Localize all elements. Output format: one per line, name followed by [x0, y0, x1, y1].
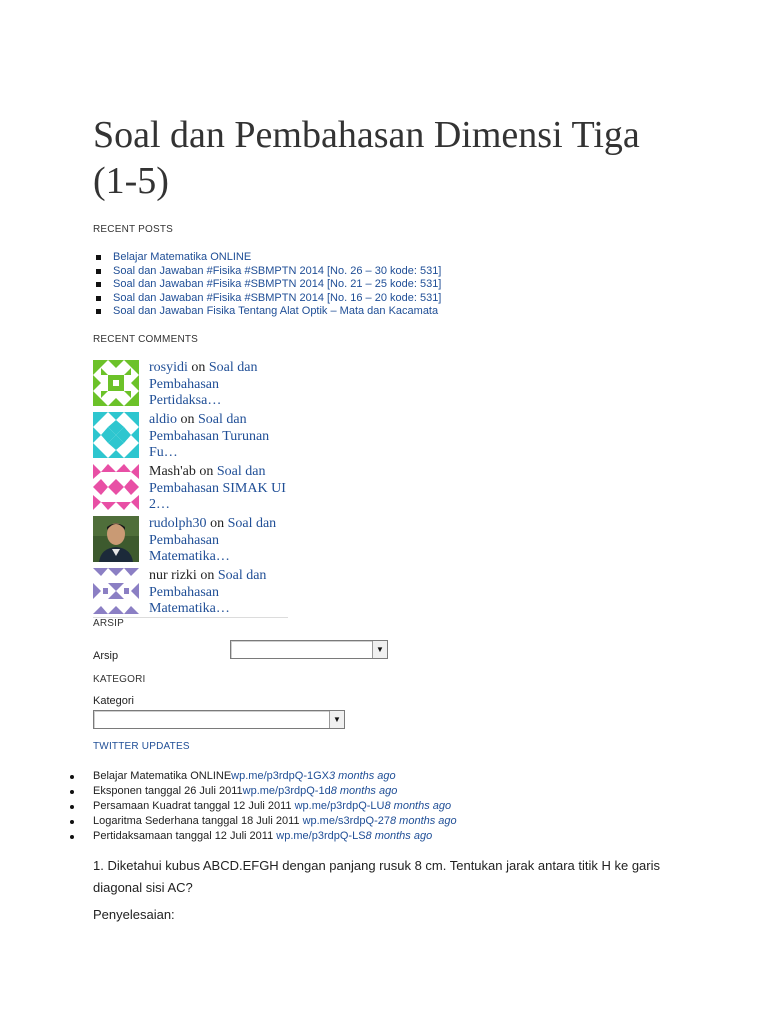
comment-post-link[interactable]: Soal dan Pembahasan Matematika… [149, 516, 277, 564]
comment-item [93, 568, 293, 616]
tweet-link[interactable]: wp.me/p3rdpQ-LU [294, 800, 385, 812]
tweet-link[interactable]: wp.me/p3rdpQ-LS [276, 830, 366, 842]
comment-author: Mash'ab [149, 464, 196, 479]
on-word: on [200, 568, 215, 583]
kategori-heading: KATEGORI [93, 674, 146, 685]
avatar-photo[interactable] [93, 516, 139, 562]
comment-item [93, 516, 293, 564]
tweet-time[interactable]: 8 months ago [330, 785, 398, 797]
recent-posts-list [93, 251, 441, 319]
avatar-identicon-pink[interactable] [93, 464, 139, 510]
on-word: on [191, 360, 206, 375]
dropdown-arrow-icon: ▼ [329, 711, 344, 728]
twitter-heading: TWITTER UPDATES [93, 741, 190, 752]
tweet-link[interactable]: wp.me/s3rdpQ-27 [302, 815, 390, 827]
dropdown-arrow-icon: ▼ [372, 641, 387, 658]
recent-post-link[interactable]: Soal dan Jawaban #Fisika #SBMPTN 2014 [No. 16 – 20 kode: 531] [93, 292, 441, 306]
avatar-identicon-cyan[interactable] [93, 412, 139, 458]
on-word: on [210, 516, 225, 531]
avatar-identicon-green[interactable] [93, 360, 139, 406]
comment-post-link[interactable]: Soal dan Pembahasan Turunan Fu… [149, 412, 270, 460]
comment-post-link[interactable]: Soal dan Pembahasan Pertidaksa… [149, 360, 258, 408]
comment-item [93, 412, 293, 460]
arsip-dropdown[interactable] [230, 640, 388, 659]
tweet-time[interactable]: 8 months ago [390, 815, 457, 827]
tweet-item: Eksponen tanggal 26 Juli 2011wp.me/p3rdpQ-1d8 months ago [70, 784, 457, 799]
comment-author-link[interactable]: rudolph30 [149, 516, 207, 531]
recent-post-link[interactable]: Soal dan Jawaban #Fisika #SBMPTN 2014 [No. 21 – 25 kode: 531] [93, 278, 441, 292]
tweet-item: Belajar Matematika ONLINEwp.me/p3rdpQ-1GX3 months ago [70, 769, 457, 784]
question-text: 1. Diketahui kubus ABCD.EFGH dengan panjang rusuk 8 cm. Tentukan jarak antara titik H ke garis diagonal sisi AC? [93, 858, 660, 895]
comment-post-link[interactable]: Soal dan Pembahasan Matematika… [149, 568, 267, 616]
recent-comments-heading: RECENT COMMENTS [93, 334, 199, 345]
comment-post-link[interactable]: Soal dan Pembahasan SIMAK UI 2… [149, 464, 286, 512]
comment-author-link[interactable]: aldio [149, 412, 177, 427]
kategori-dropdown[interactable] [93, 710, 345, 729]
tweet-item: Pertidaksamaan tanggal 12 Juli 2011 wp.me/p3rdpQ-LS8 months ago [70, 829, 457, 844]
recent-post-link[interactable]: Soal dan Jawaban #Fisika #SBMPTN 2014 [No. 26 – 30 kode: 531] [93, 265, 441, 279]
comment-item [93, 464, 293, 512]
tweet-link[interactable]: wp.me/p3rdpQ-1d [242, 785, 331, 797]
tweet-time[interactable]: 8 months ago [365, 830, 433, 842]
page-title: Soal dan Pembahasan Dimensi Tiga (1-5) [93, 114, 640, 202]
arsip-label: Arsip [93, 650, 119, 662]
recent-post-link[interactable]: Soal dan Jawaban Fisika Tentang Alat Optik – Mata dan Kacamata [93, 305, 441, 319]
on-word: on [199, 464, 214, 479]
tweet-item: Persamaan Kuadrat tanggal 12 Juli 2011 wp.me/p3rdpQ-LU8 months ago [70, 799, 457, 814]
tweet-time[interactable]: 3 months ago [329, 770, 396, 782]
kategori-label: Kategori [93, 695, 134, 707]
solution-label: Penyelesaian: [93, 907, 175, 922]
arsip-heading: ARSIP [93, 618, 125, 629]
comment-author-link[interactable]: rosyidi [149, 360, 188, 375]
comment-item [93, 360, 293, 408]
tweet-time[interactable]: 8 months ago [384, 800, 452, 812]
avatar-identicon-purple[interactable] [93, 568, 139, 614]
comment-author: nur rizki [149, 568, 197, 583]
recent-post-link[interactable]: Belajar Matematika ONLINE [93, 251, 441, 265]
on-word: on [180, 412, 195, 427]
tweet-item: Logaritma Sederhana tanggal 18 Juli 2011 wp.me/s3rdpQ-278 months ago [70, 814, 457, 829]
recent-posts-heading: RECENT POSTS [93, 224, 174, 235]
twitter-list [70, 769, 457, 844]
tweet-link[interactable]: wp.me/p3rdpQ-1GX [231, 770, 329, 782]
